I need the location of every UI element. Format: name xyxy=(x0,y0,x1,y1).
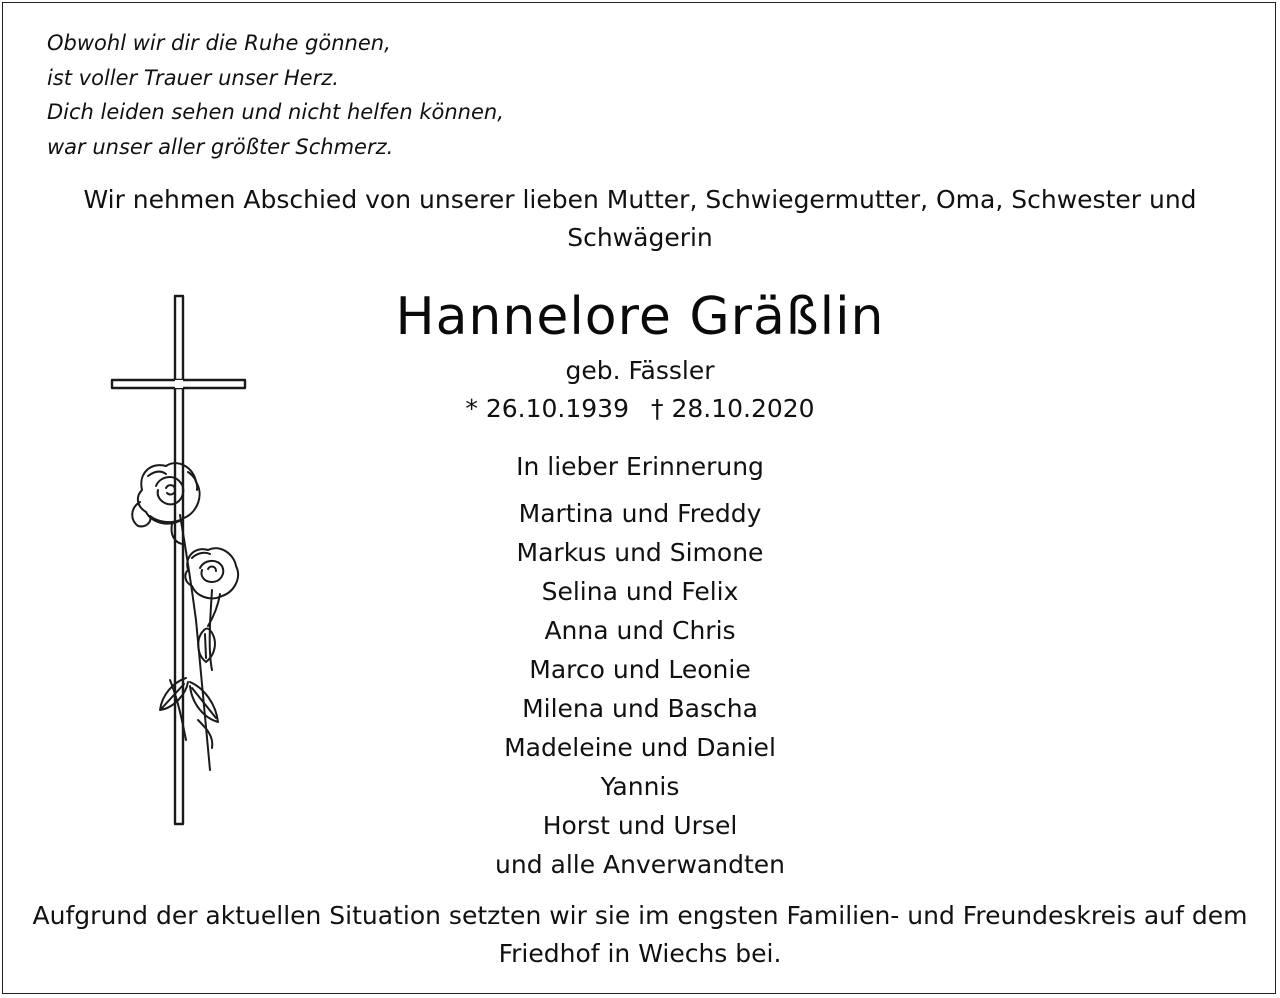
mourners-list xyxy=(340,494,940,884)
mourner-name: und alle Anverwandten xyxy=(495,850,785,879)
birth-date: * 26.10.1939 xyxy=(465,394,629,423)
farewell-text: Wir nehmen Abschied von unserer lieben Mutter, Schwiegermutter, Oma, Schwester und Schwägerin xyxy=(83,185,1197,252)
poem-line: Dich leiden sehen und nicht helfen können, xyxy=(47,100,504,124)
mourner-name: Martina und Freddy xyxy=(518,499,762,528)
maiden-name: geb. Fässler xyxy=(565,356,715,385)
mourner-name: Madeleine und Daniel xyxy=(504,733,776,762)
poem-line: Obwohl wir dir die Ruhe gönnen, xyxy=(47,31,391,55)
life-dates xyxy=(340,390,940,428)
mourner-name: Markus und Simone xyxy=(516,538,764,567)
poem-line: ist voller Trauer unser Herz. xyxy=(47,65,339,90)
death-date: † 28.10.2020 xyxy=(651,394,815,423)
cross-with-roses-icon xyxy=(100,290,260,830)
memory-heading: In lieber Erinnerung xyxy=(516,452,764,481)
poem-line: war unser aller größter Schmerz. xyxy=(47,134,394,159)
mourner-name: Anna und Chris xyxy=(544,616,736,645)
mourner-name: Milena und Bascha xyxy=(522,694,758,723)
poem xyxy=(47,26,504,164)
main-block xyxy=(340,282,940,884)
mourner-name: Yannis xyxy=(600,772,680,801)
closing-text: Aufgrund der aktuellen Situation setzten wir sie im engsten Familien- und Freundeskreis auf dem Friedhof in Wiechs bei. xyxy=(32,901,1248,968)
mourner-name: Selina und Felix xyxy=(541,577,739,606)
deceased-name: Hannelore Gräßlin xyxy=(395,287,885,347)
mourner-name: Horst und Ursel xyxy=(542,811,738,840)
mourner-name: Marco und Leonie xyxy=(529,655,751,684)
